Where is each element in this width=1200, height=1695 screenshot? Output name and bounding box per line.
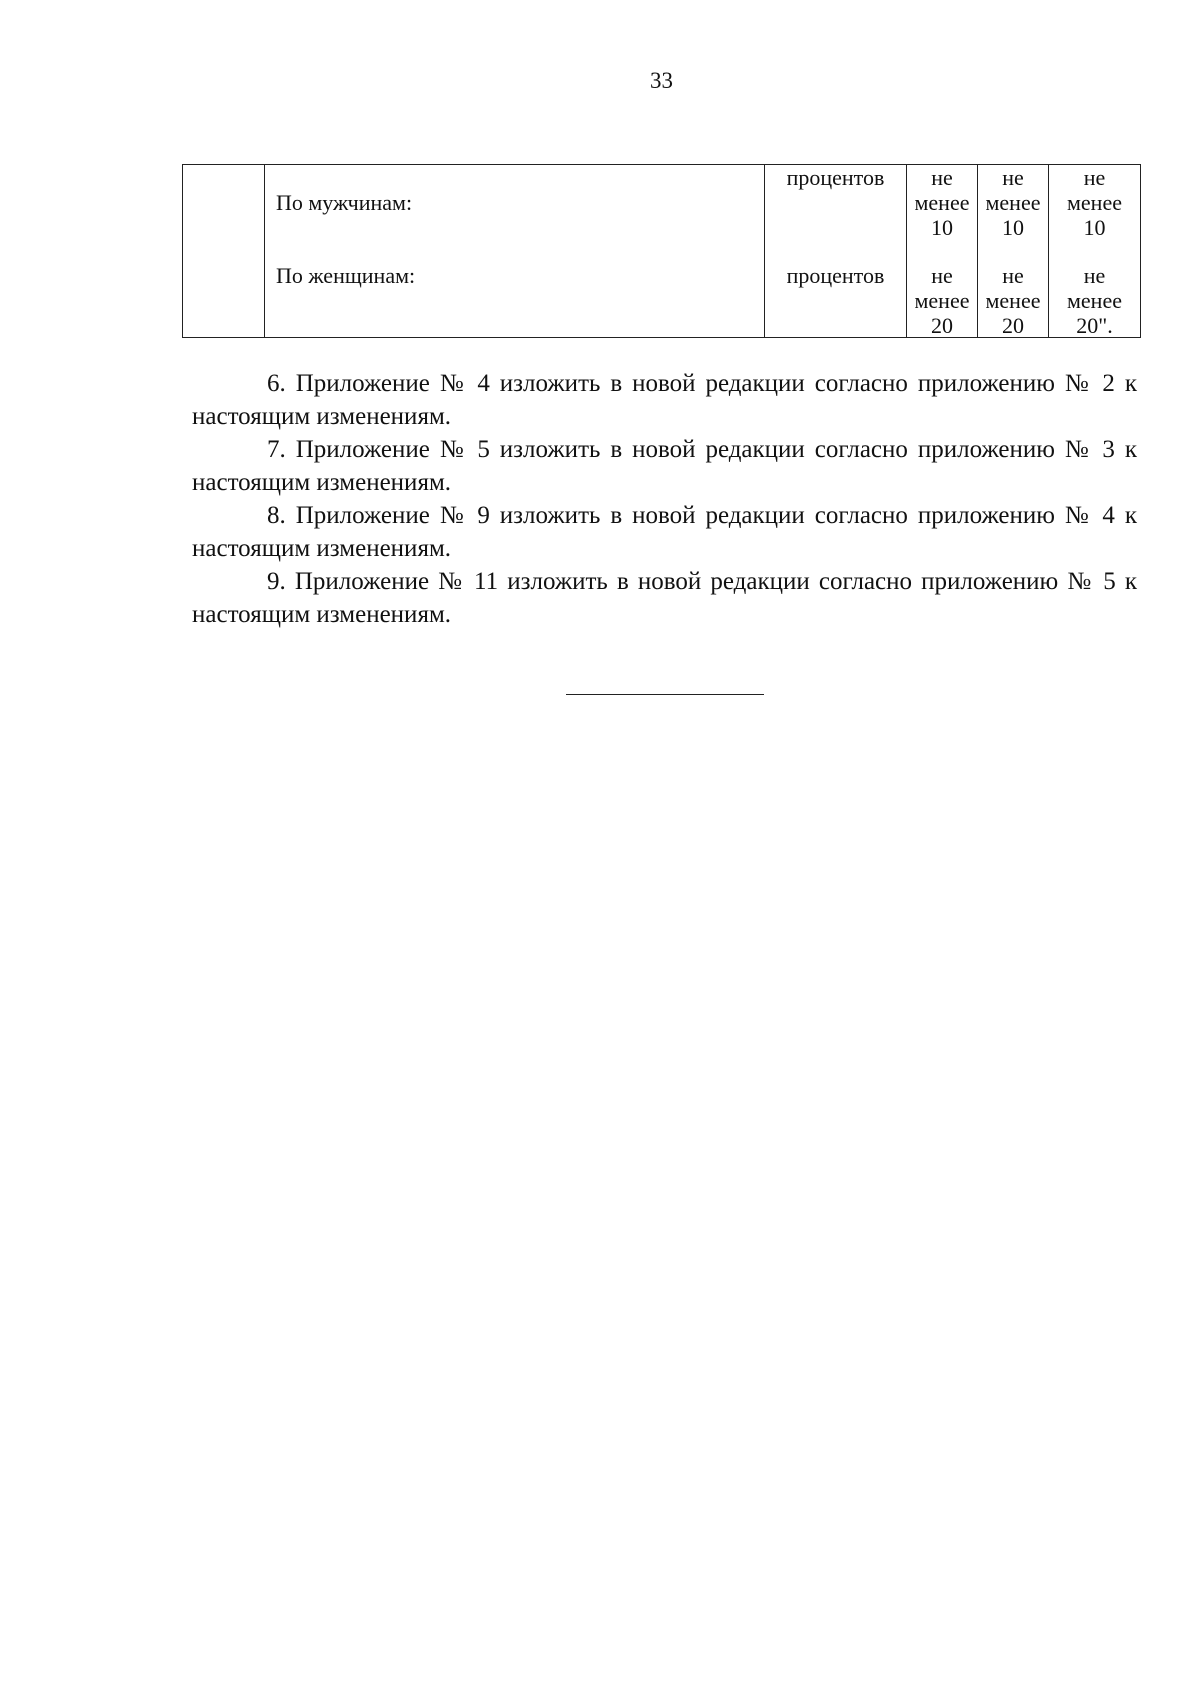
value-word: не <box>931 165 953 190</box>
value-word: менее <box>1067 190 1122 215</box>
value-word: менее <box>914 288 970 313</box>
value-word: менее <box>985 190 1041 215</box>
paragraph-9: 9. Приложение № 11 изложить в новой редакции согласно приложению № 5 к настоящим изменениям. <box>192 568 1137 628</box>
value-word: не <box>931 263 953 288</box>
value-cell-year-1 <box>907 165 978 338</box>
indicator-label-cell <box>265 165 765 338</box>
paragraph-8: 8. Приложение № 9 изложить в новой редакции согласно приложению № 4 к настоящим изменениям. <box>192 502 1137 562</box>
value-word: менее <box>985 288 1041 313</box>
page-number: 33 <box>650 68 673 93</box>
value-number: 20 <box>1002 313 1024 338</box>
amendment-paragraphs <box>192 367 1137 631</box>
value-number: 20". <box>1076 313 1113 338</box>
unit-women: процентов <box>786 263 885 288</box>
value-word: менее <box>914 190 970 215</box>
value-word: не <box>1002 165 1024 190</box>
value-cell-year-3 <box>1049 165 1141 338</box>
value-word: не <box>1002 263 1024 288</box>
value-word: не <box>1083 165 1106 190</box>
end-of-text-rule <box>566 694 764 695</box>
value-word: менее <box>1067 288 1122 313</box>
paragraph-6: 6. Приложение № 4 изложить в новой редакции согласно приложению № 2 к настоящим изменениям. <box>192 370 1137 430</box>
table-row <box>183 165 1141 338</box>
empty-number-cell <box>183 165 265 338</box>
value-number: 10 <box>931 215 953 240</box>
value-number: 10 <box>1002 215 1024 240</box>
value-cell-year-2 <box>978 165 1049 338</box>
row-label-men: По мужчинам: <box>276 190 413 215</box>
paragraph-7: 7. Приложение № 5 изложить в новой редакции согласно приложению № 3 к настоящим изменениям. <box>192 436 1137 496</box>
value-number: 20 <box>931 313 953 338</box>
row-label-women: По женщинам: <box>276 263 416 288</box>
value-number: 10 <box>1083 215 1106 240</box>
value-word: не <box>1083 263 1106 288</box>
unit-men: процентов <box>786 165 885 190</box>
unit-cell <box>765 165 907 338</box>
indicator-table <box>182 164 1141 338</box>
